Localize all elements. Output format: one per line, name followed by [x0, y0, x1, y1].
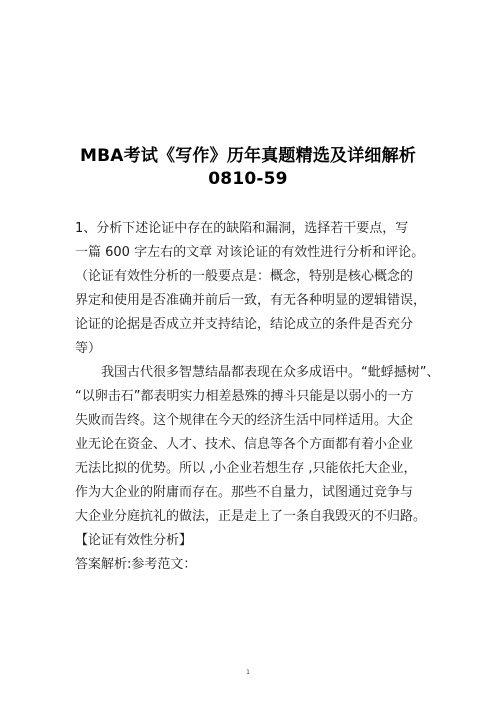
body-line: 等） — [75, 341, 102, 356]
body-line: （论证有效性分析的一般要点是：概念，特别是核心概念的 — [75, 269, 414, 284]
body-line: 我国古代很多智慧结晶都表现在众多成语中。“蚍蜉撼树”、 — [101, 365, 440, 380]
answer-label: 答案解析:参考范文： — [75, 557, 197, 572]
body-line: 作为大企业的附庸而存在。那些不自量力，试图通过竞争与 — [75, 485, 414, 500]
document-title: MBA考试《写作》历年真题精选及详细解析 — [79, 146, 417, 166]
section-heading: 【论证有效性分析】 — [75, 533, 193, 548]
document-body — [75, 217, 440, 577]
document-subtitle: 0810-59 — [208, 169, 288, 189]
body-line: 业无论在资金、人才、技术、信息等各个方面都有着小企业 — [75, 437, 414, 452]
body-line: 1、分析下述论证中存在的缺陷和漏洞，选择若干要点，写 — [75, 221, 409, 236]
body-line: 一篇 600 字左右的文章 对该论证的有效性进行分析和评论。 — [75, 245, 425, 260]
body-line: “以卵击石”都表明实力相差悬殊的搏斗只能是以弱小的一方 — [75, 389, 414, 404]
body-line: 界定和使用是否准确并前后一致，有无各种明显的逻辑错误， — [75, 293, 427, 308]
body-line: 无法比拟的优势。所以 ,小企业若想生存 ,只能依托大企业， — [75, 461, 417, 476]
body-line: 大企业分庭抗礼的做法，正是走上了一条自我毁灭的不归路。 — [75, 509, 427, 524]
body-line: 失败而告终。这个规律在今天的经济生活中同样适用。大企 — [75, 413, 414, 428]
body-line: 论证的论据是否成立并支持结论，结论成立的条件是否充分 — [75, 317, 414, 332]
page-number: 1 — [246, 669, 250, 676]
